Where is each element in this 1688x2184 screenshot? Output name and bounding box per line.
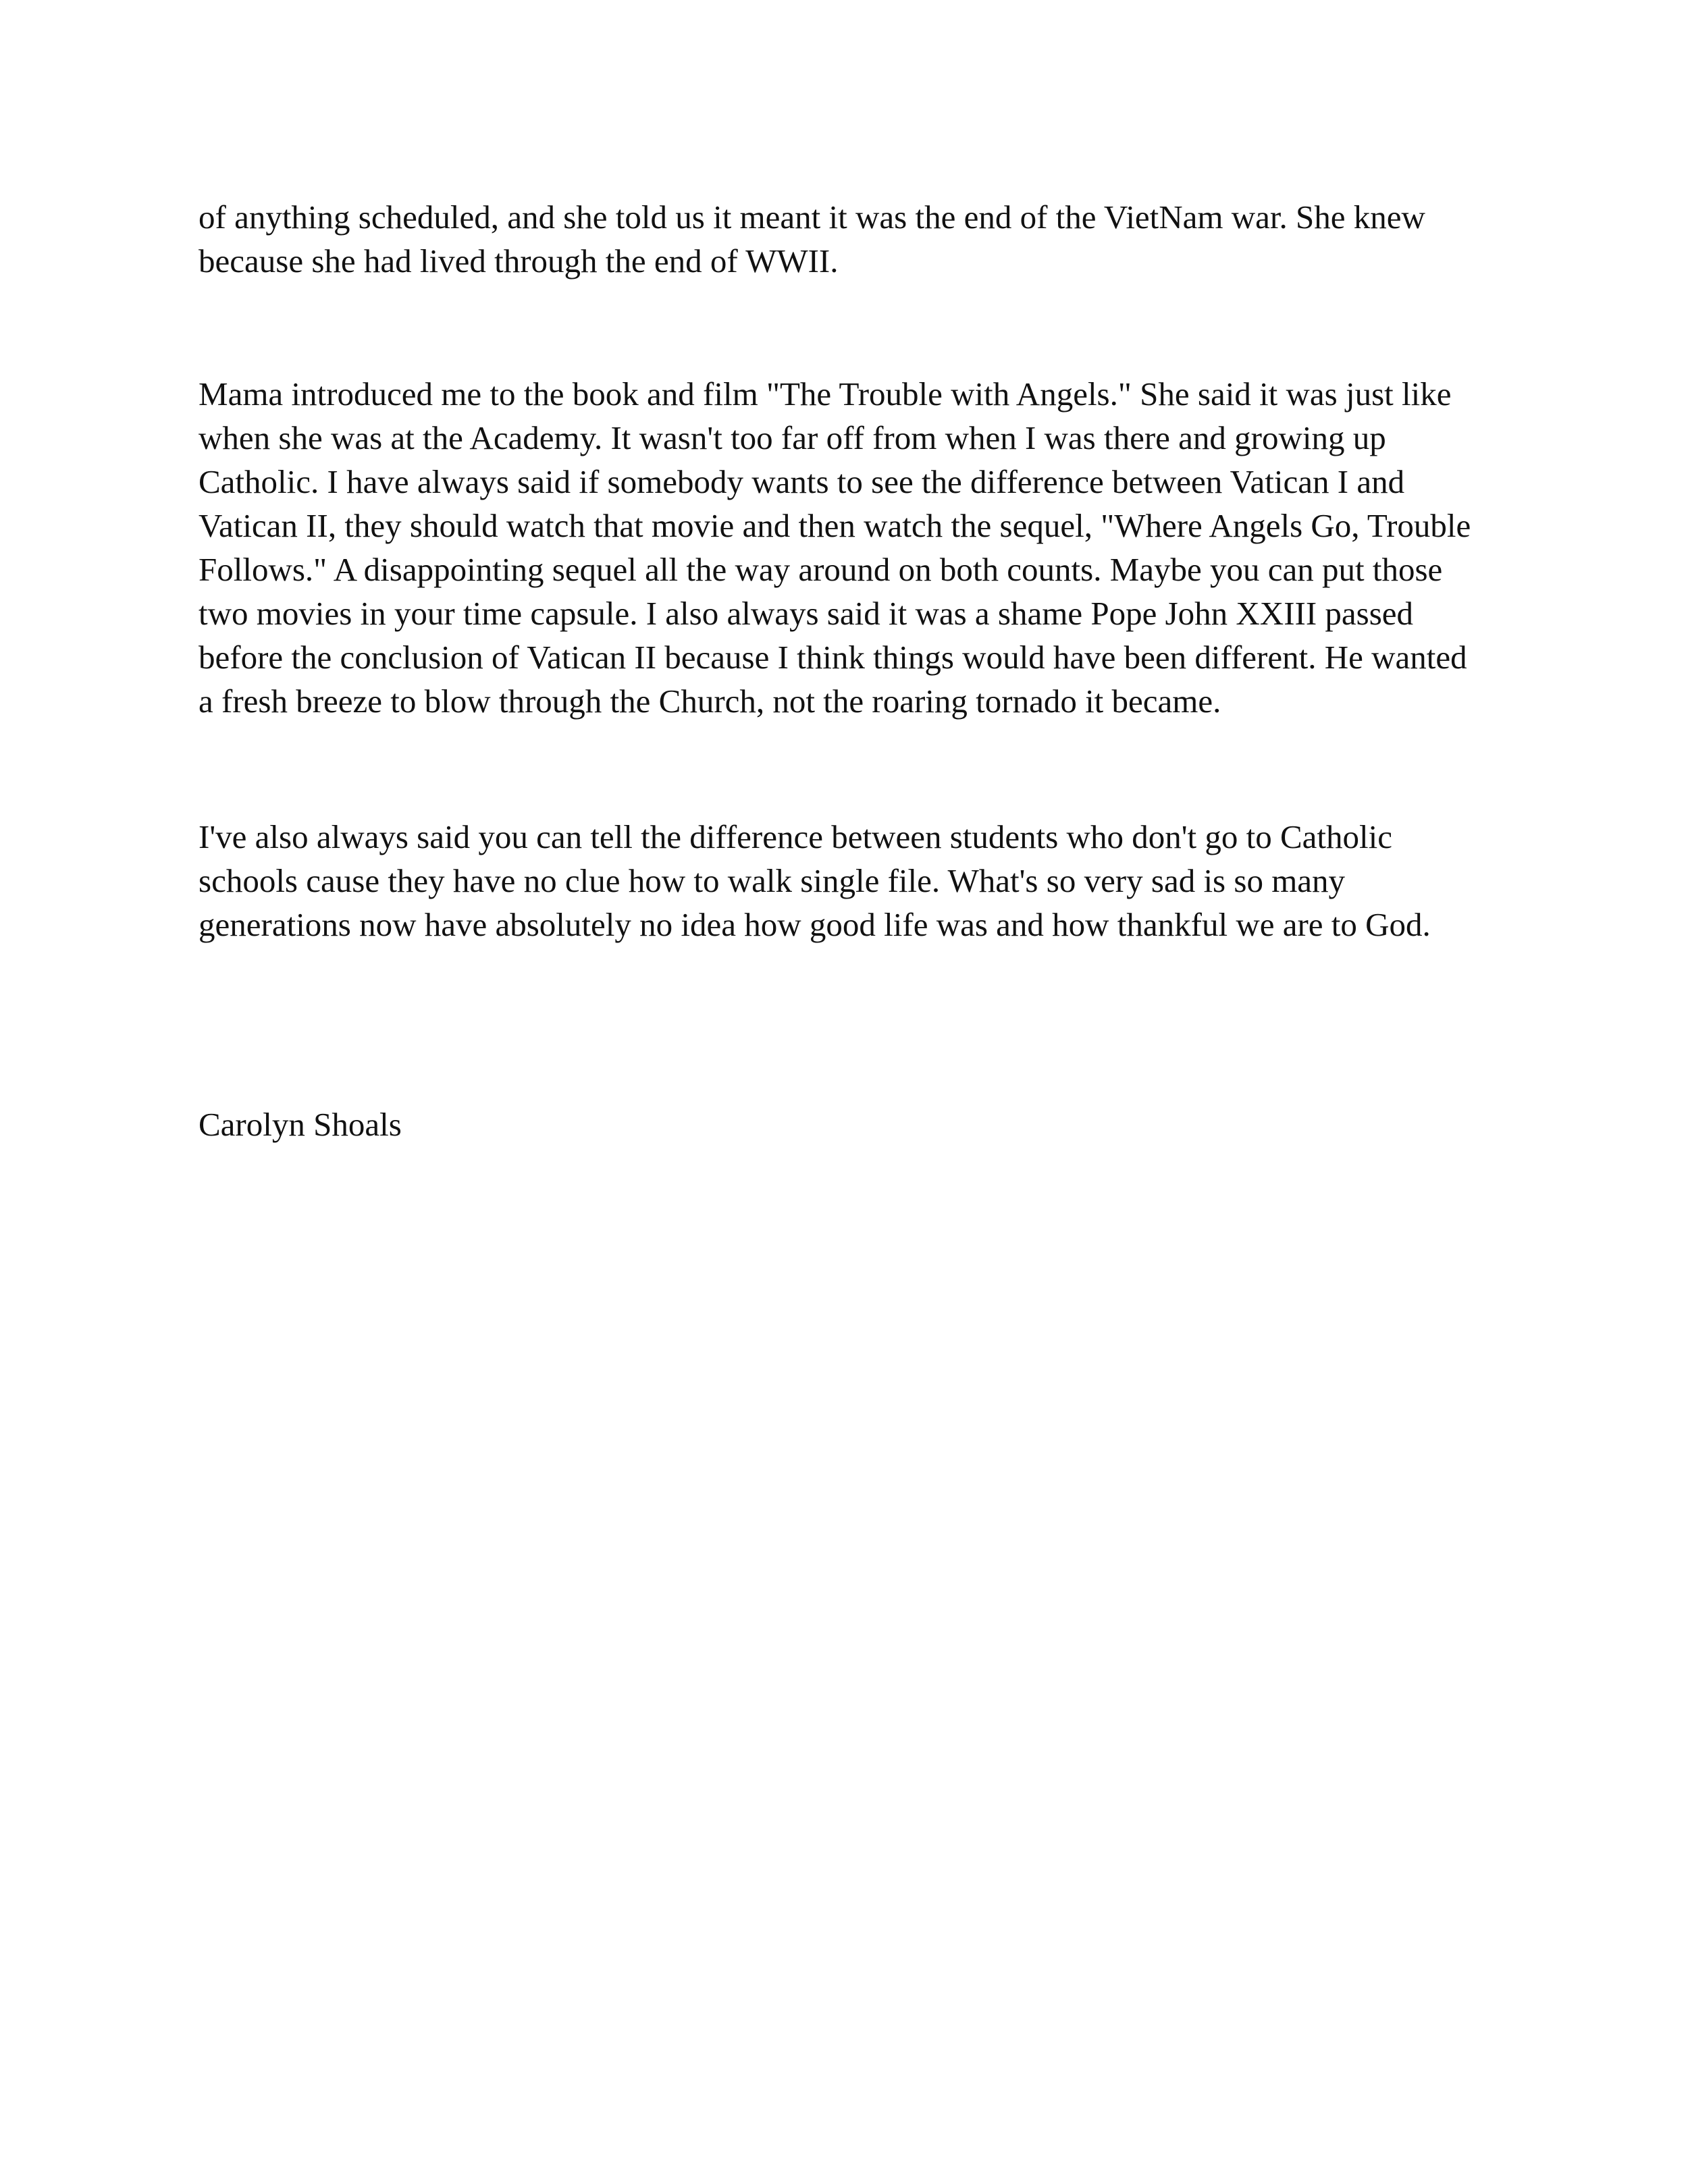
paragraph-line: when she was at the Academy. It wasn't too far off from when I was there and growing up bbox=[199, 419, 1386, 456]
paragraph-vietnam-war bbox=[199, 195, 1515, 283]
paragraph-catholic-schools bbox=[199, 815, 1515, 947]
paragraph-line: generations now have absolutely no idea how good life was and how thankful we are to God. bbox=[199, 906, 1431, 943]
paragraph-line: two movies in your time capsule. I also always said it was a shame Pope John XXIII passed bbox=[199, 595, 1414, 632]
paragraph-trouble-with-angels bbox=[199, 372, 1515, 723]
paragraph-line: schools cause they have no clue how to walk single file. What's so very sad is so many bbox=[199, 862, 1346, 899]
paragraph-line: a fresh breeze to blow through the Church, not the roaring tornado it became. bbox=[199, 683, 1221, 720]
paragraph-line: before the conclusion of Vatican II because I think things would have been different. He wanted bbox=[199, 639, 1467, 676]
paragraph-line: because she had lived through the end of WWII. bbox=[199, 242, 839, 279]
paragraph-line: Follows." A disappointing sequel all the way around on both counts. Maybe you can put those bbox=[199, 551, 1443, 588]
paragraph-line: I've also always said you can tell the difference between students who don't go to Catholic bbox=[199, 818, 1393, 855]
paragraph-line: Vatican II, they should watch that movie and then watch the sequel, "Where Angels Go, Trouble bbox=[199, 507, 1471, 544]
paragraph-line: of anything scheduled, and she told us it meant it was the end of the VietNam war. She knew bbox=[199, 198, 1425, 236]
paragraph-line: Mama introduced me to the book and film "The Trouble with Angels." She said it was just like bbox=[199, 375, 1452, 412]
paragraph-line: Catholic. I have always said if somebody wants to see the difference between Vatican I and bbox=[199, 463, 1405, 500]
author-signature: Carolyn Shoals bbox=[199, 1106, 402, 1143]
